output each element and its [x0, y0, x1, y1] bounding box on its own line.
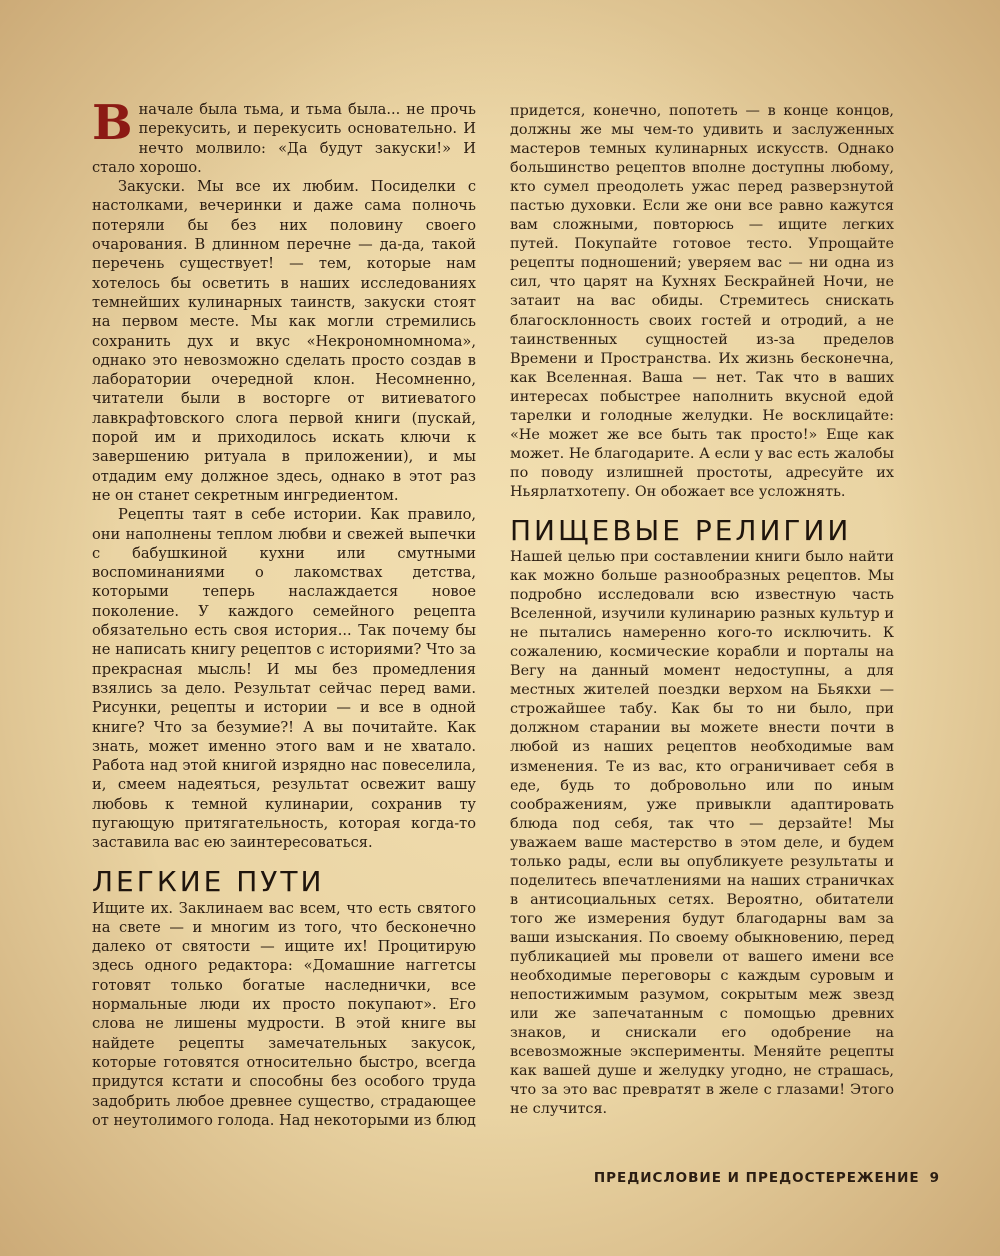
- paragraph-continued: придется, конечно, попотеть — в конце концов, должны же мы чем-то удивить и заслуженных мастеров темных кулинарных искусств. Однако большинство рецептов вполне доступны любому, кто сумел преодолеть ужас перед разверзнутой пастью духовки. Если же они все равно кажутся вам сложными, повторюсь — ищите легких путей. Покупайте готовое тесто. Упрощайте рецепты подношений; уверяем вас — ни одна из сил, что царят на Кухнях Бескрайней Ночи, не затаит на вас обиды. Стремитесь снискать благосклонность своих гостей и отродий, а не таинственных сущностей из-за пределов Времени и Пространства. Их жизнь бесконечна, как Вселенная. Ваша — нет. Так что в ваших интересах побыстрее наполнить вкусной едой тарелки и голодные желудки. Не восклицайте: «Не может же все быть так просто!» Еще как может. Не благодарите. А если у вас есть жалобы по поводу излишней простоты, адресуйте их Ньярлатхотепу. Он обожает все усложнять.: [510, 103, 894, 500]
- paragraph-snacks: Закуски. Мы все их любим. Посиделки с настолками, вечеринки и даже сама полночь потеряли бы без них половину своего очарования. В длинном перечне — да-да, такой перечень существует! — тем, которые нам хотелось бы осветить в наших исследованиях темнейших кулинарных таинств, закуски стоят на первом месте. Мы как могли стремились сохранить дух и вкус «Некрономномнома», однако это невозможно сделать просто создав в лаборатории очередной клон. Несомненно, читатели были в восторге от витиеватого лавкрафтовского слога первой книги (пускай, порой им и приходилось искать ключи к завершению ритуала в приложении), и мы отдадим ему должное здесь, однако в этот раз не он станет секретным ингредиентом.: [92, 178, 476, 504]
- left-column: [92, 95, 476, 1130]
- paragraph-recipes-stories: Рецепты таят в себе истории. Как правило, они наполнены теплом любви и свежей выпечки с бабушкиной кухни или смутными воспоминаниями о лакомствах детства, которыми теперь наслаждается новое поколение. У каждого семейного рецепта обязательно есть своя история... Так почему бы не написать книгу рецептов с историями? Что за прекрасная мысль! И мы без промедления взялись за дело. Результат сейчас перед вами. Рисунки, рецепты и истории — и все в одной книге? Что за безумие?! А вы почитайте. Как знать, может именно этого вам и не хватало. Работа над этой книгой изрядно нас повеселила, и, смеем надеяться, результат освежит вашу любовь к темной кулинарии, сохранив ту пугающую притягательность, которая когда-то заставила вас ею заинтересоваться.: [92, 506, 476, 852]
- page-footer: [560, 1170, 940, 1186]
- page-number: 9: [929, 1170, 940, 1186]
- running-title: ПРЕДИСЛОВИЕ И ПРЕДОСТЕРЕЖЕНИЕ: [593, 1170, 920, 1186]
- heading-easy-ways: ЛЕГКИЕ ПУТИ: [92, 864, 325, 898]
- drop-cap: В: [92, 95, 133, 151]
- heading-food-religions: ПИЩЕВЫЕ РЕЛИГИИ: [510, 513, 852, 547]
- intro-paragraph: [92, 95, 476, 177]
- paragraph-food-religions: Нашей целью при составлении книги было найти как можно больше разнообразных рецептов. Мы подробно исследовали всю известную часть Вселенной, изучили кулинарию разных культур и не пытались намеренно кого-то исключить. К сожалению, космические корабли и порталы на Вегу на данный момент недоступны, а для местных жителей поездки верхом на Бьякхи — строжайшее табу. Как бы то ни было, при должном старании вы можете внести почти в любой из наших рецептов необходимые вам изменения. Те из вас, кто ограничивает себя в еде, будь то добровольно или по иным соображениям, уже привыкли адаптировать блюда под себя, так что — дерзайте! Мы уважаем ваше мастерство в этом деле, и будем только рады, если вы опубликуете результаты и поделитесь впечатлениями на наших страничках в антисоциальных сетях. Вероятно, обитатели того же измерения будут благодарны вам за ваши изыскания. По своему обыкновению, перед публикацией мы провели от вашего имени все необходимые переговоры с каждым суровым и непостижимым разумом, сокрытым меж звезд или же запечатанным с помощью древних знаков, и снискали его одобрение на всевозможные эксперименты. Меняйте рецепты как вашей душе и желудку угодно, не страшась, что за это вас превратят в желе с глазами! Этого не случится.: [510, 548, 894, 1118]
- paragraph-easy-ways: Ищите их. Заклинаем вас всем, что есть святого на свете — и многим из того, что бесконечно далеко от святости — ищите их! Процитирую здесь одного редактора: «Домашние наггетсы готовят только богатые наследнички, все нормальные люди их просто покупают». Его слова не лишены мудрости. В этой книге вы найдете рецепты замечательных закусок, которые готовятся относительно быстро, всегда придутся кстати и способны без особого труда задобрить любое древнее существо, страдающее от неутолимого голода. Над некоторыми из блюд: [92, 899, 476, 1129]
- right-column: [510, 102, 894, 1119]
- intro-text: начале была тьма, и тьма была... не прочь перекусить, и перекусить основательно. И нечто молвило: «Да будут закуски!» И стало хорошо.: [92, 101, 476, 176]
